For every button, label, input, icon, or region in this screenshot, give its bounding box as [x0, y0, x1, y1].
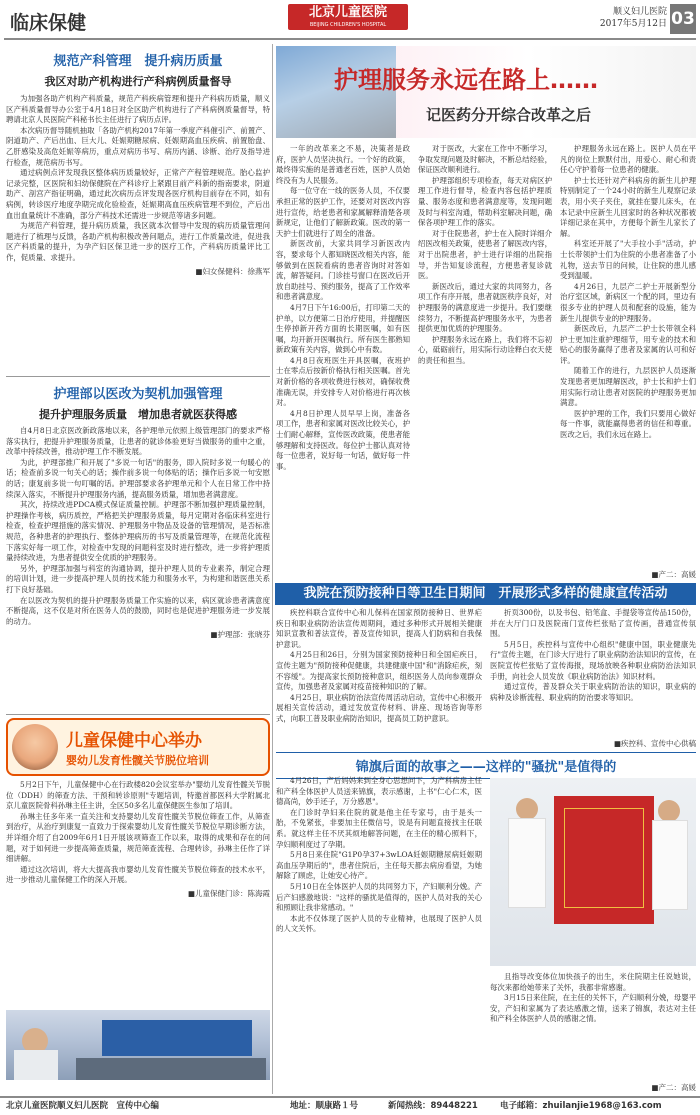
article-col-2: 折页300份，以及书包、铅笔盒、手提袋等宣传品150份，并在大厅门口及医院南门宣传栏张贴了宣传画，普通宣传氛围。 5月5日，疾控科与宣传中心组织"健康中国，职业健康先行"宣传主题，在门诊大厅进行了职业病防治法知识的宣传，在医院宣传栏张贴了宣传海报，现场放映各种职业病防治法知识手册，向社会人员发放《职业病防治法》知识材料。 通过宣传，普及群众关于职业病防治法的知识，职业病的病种及诊断流程、职业病的防治要求等知识。: [490, 608, 696, 702]
masthead-logo: 北京儿童医院 BEIJING CHILDREN'S HOSPITAL: [288, 4, 408, 30]
article-byline: ■产二：高媛: [651, 1083, 696, 1092]
footer-address: 地址：顺康路１号: [290, 1101, 359, 1111]
article-col-1: 4月26日，产后妈妈来到全身心思想问下，为产科病房主任和产科全体医护人员送来锦旗，表示感谢，上书"仁心仁术，医德高尚，妙手还子，万分感恩"。 在门诊时孕妇来住院的就是他主任专家号，由于是头一胎，不免紧张，非要加主任微信号，说是有问题直接找主任联系。就这样主任不厌其烦地解答问题，在主任的精心照料下，孕妇顺利度过了孕期。 5月8日来住院"G1P0孕37+3wLOA妊娠期糖尿病妊娠期高血压孕期后的"，患者住院后，主任每天都去病房看望，为她解除了顾虑，让她安心待产。 5月10日在全体医护人员的共同努力下，产妇顺利分娩。产后产妇感激地说："这样的骚扰是值得的，医护人员对我的关心和照顾让我非常感动。" 本此不仅体现了医护人员的专业精神，也展现了医护人员的人文关怀。: [276, 776, 482, 934]
article-title: 儿童保健中心举办: [66, 731, 202, 751]
header-rule: [4, 38, 696, 40]
banner-photo: [490, 778, 696, 966]
divider: [6, 376, 270, 377]
section-title: 临床保健: [10, 12, 87, 34]
article-subtitle: 记医药分开综合改革之后: [426, 106, 592, 124]
training-banner: [6, 718, 270, 776]
article-subtitle: 婴幼儿发育性髋关节脱位培训: [66, 754, 209, 767]
article-nursing-road: [276, 46, 696, 581]
article-col-2: 且指导改变体位加快孩子的出生，米住院期主任说她说，每次来都给她带来了关怀，我都非常感谢。 3月15日来住院，在主任的关怀下，产妇顺利分娩，母婴平安，产妇和家属为了表达感激之情，送来了锦旗，表达对主任和产科全体医护人员的感谢之情。: [490, 972, 696, 1024]
divider: [6, 714, 270, 715]
article-subtitle: 我区对助产机构进行产科病例质量督导: [44, 75, 232, 88]
article-title: 规范产科管理 提升病历质量: [53, 54, 223, 69]
article-title: 护理服务永远在路上……: [334, 66, 598, 94]
article-title: 护理部以医改为契机加强管理: [53, 387, 223, 402]
article-byline: ■儿童保健门诊：陈海霞: [187, 888, 270, 898]
page-number: 03: [670, 4, 696, 34]
feature-banner: [276, 46, 696, 138]
article-body: 5月2日下午，儿童保健中心在行政楼820会议室举办"婴幼儿发育性髋关节脱位（DDH）的筛查方法、干预和转诊原则"专题培训，特邀首都医科大学附属北京儿童医院骨科孙琳主任主讲，全区50多名儿童保健医生参加了培训。 孙琳主任多年来一直关注和支持婴幼儿发育性髋关节脱位筛查工作，从筛查到治疗，从治疗到康复一直致力于探索婴幼儿发育性髋关节脱位早期诊断方法，并详细介绍了自2009年6月1日开展该项筛查工作以来，取得的成果和存在的问题，对于如何进一步提高筛查质量，规范筛查流程、合理转诊，孙琳主任作了详细讲解。 通过这次培训，将大大提高我市婴幼儿发育性髋关节脱位筛查的技术水平，进一步推动儿童保健工作的深入开展。: [6, 780, 270, 885]
article-health-campaign: [276, 608, 696, 748]
article-body: 为加强各助产机构产科质量，规范产科疾病管理和提升产科病历质量，顺义区产科质量督导办公室于4月18日对全区助产机构进行了产科病例质量督导，特聘请北京人民医院产科秘书长主任进行了病历点评。 本次病历督导随机抽取「各助产机构2017年第一季度产科催引产、前置产、阴道助产、产后出血、巨大儿、妊娠期糖尿病、妊娠期高血压疾病、前置胎盘、乙肝感染及高危妊娠等病历，重点对病历书写、病历内涵、诊断、治疗及指导进行检查，规范病历书写。 通过病例点评发现我区整体病历质量较好，正常产产程管理规范。胎心监护记录完整，区医院和妇幼保健院在产科诊疗上紧跟目前产科新的指南要求，阴道助产、剖宫产指征明确，通过此次病历点评发现各医疗机构目前存在不同，如有病例，转诊医疗地度孕期完成化验检查，妊娠期高血压疾病管理不到位，产后出血出血量统计不准确，部分产科技术还需进一步规范等诸多问题。 为规范产科管理，提升病历质量，我区就本次督导中发现的病历质量管理问题进行了梳理与反馈，各助产机构积极改善问题点，进行工作质量改进，促进我区产科质量的提升，为孕产妇区保卫进一步的医疗工作，产科病历质量评比工作，促质量、求提升。: [6, 94, 270, 262]
article-byline: ■产二：高媛: [651, 570, 696, 579]
article-col-2: 对于医改，大家在工作中不断学习，争取发现问题及时解决，不断总结经验，保证医改顺利进行。 护理部组织专项检查，每天对病区护理工作进行督导，检查内容包括护理质量、服务态度和患者满意度等，发现问题及时与科室沟通，帮助科室解决问题，确保各项护理工作的落实。 对于住院患者，护士在入院时详细介绍医改相关政策，使患者了解医改内容，对于出院患者，护士进行详细的出院指导，并告知复诊流程，方便患者复诊就医。 新医改后，通过大家的共同努力，各项工作有序开展，患者就医秩序良好，对护理服务的满意度进一步提升。我们要继续努力，不断提高护理服务水平，为患者提供更加优质的护理服务。 护理服务永远在路上，我们将不忘初心，砥砺前行，用实际行动诠释白衣天使的责任和担当。: [418, 144, 552, 365]
footer-email: 电子邮箱：zhuilanjie1968@163.com: [500, 1101, 662, 1111]
article-child-health-training: [6, 718, 270, 1088]
article-banner-story: [276, 776, 696, 1094]
article-byline: ■疾控科、宣传中心供稿: [613, 739, 696, 748]
page-footer: [0, 1096, 700, 1115]
baby-photo: [12, 724, 58, 770]
article-body: 自4月8日北京医改新政落地以来，各护理单元依照上级管理部门的要求严格落实执行，把提升护理服务质量，让患者的就诊体验更好当做服务的重中之重，改革中持续改善，推动护理工作不断发展。 为此，护理部推广和开展了"多说一句话"的服务，即入院时多说一句暖心的话；检查前多说一句关心的话；操作前多说一句体贴的话；操作后多说一句安慰的话；康复前多说一句叮嘱的话。护理部要求各护理单元和个人在日常工作中持续深入落实，不断提升护理服务内涵，提高服务质量，增加患者满意度。 其次，持续改进PDCA模式保证质量控制。护理部不断加强护理质量控制，护理操作考核，病历质控，严格把关护理服务质量，每月定期对各临床科室进行检查，检查护理措施的落实情况、护理服务中物品及设备的管理情况，是否标准规范，各种患者的护理执行、整体护理病历的书写及质量管理等，在规范化流程下落实好每一项工作，对检查中发现的问题科室及时进行整改，进一步将护理质量持续改进，为患者提供安全优质的护理服务。 另外，护理部加强与科室的沟通协调，提升护理人员的专业素养，制定合理的培训计划，进一步提高护理人员的技术能力和服务水平，为构建和谐医患关系打下良好基础。 在以医改为契机的提升护理服务质量工作实施的以来，病区就诊患者满意度不断提高，这不仅是对所在医务人员的鼓励，同时也是促进护理服务进一步发展的动力。: [6, 426, 270, 626]
article-col-1: 一年的改革来之不易，决策者是政府，医护人员坚决执行。一个好的政策，最终得实施的是普通老百姓，医护人员始终没有为人民服务。 每一位守在一线的医务人员，不仅要承担正常的医护工作，还要对对医改内容进行宣传，给老患者和家属解释清楚各项新规定，让他们了解新政策。医改的第一天护士们就进行了周全的准备。 新医改前，大家共同学习新医改内容，要求每个人都知晓医改相关内容，能够做到在医院看病的患者咨询时对答如流，解答疑问。门诊挂号窗口在医改后开放自助挂号、预约服务，提高了工作效率和患者满意度。 4月7日下午16:00后，打印第二天的护单，以方便第二日治疗使用，并提醒医生停掉新开药方面的长期医嘱，如有医嘱，均开新开医嘱执行。所有医生都熟知新政策有关内容，做到心中有数。 4月8日夜班医生开具医嘱，夜班护士在零点后按新价格执行相关医嘱。首先对新价格的各项收费进行核对，确保收费准确无误，并安排专人对价格进行再次核对。 4月8日护理人员早早上岗，准备各项工作，患者和家属对医改比较关心，护士们耐心解释，宣传医改政策，使患者能够理解和支持医改。每位护士都认真对待每一位患者，说好每一句话，做好每一件事。: [276, 144, 410, 471]
article-subtitle: 提升护理服务质量 增加患者就医获得感: [39, 408, 237, 421]
publication-info: 顺义妇儿医院 2017年5月12日: [599, 7, 667, 29]
article-col-3: 护理服务永远在路上。医护人员在平凡的岗位上默默付出，用爱心、耐心和责任心守护着每一位患者的健康。 护士长还针对产科病房的新生儿护理特别制定了一个24小时的新生儿观察记录表，用小夹子夹住，就挂在婴儿床头，在本记录中应新生儿回家时的各种状况都被详细记录在其中，方便每个新生儿家长了解。 科室还开展了"大手拉小手"活动，护士长带领护士们为住院的小患者准备了小礼物，送去节日的问候，让住院的患儿感受到温暖。 4月26日，九层产二护士开展新型分治疗室区域，新病区一个配的同，里边有很多专业的护理人员和配套的设施，能为新生儿提供专业的护理服务。 新医改后，九层产二护士长带领全科护士更加注重护理细节，用专业的技术和贴心的服务赢得了患者及家属的认可和好评。 随着工作的进行，九层医护人员逐渐发现患者更加理解医改，护士长和护士们用实际行动让患者对医院的护理服务更加满意。 医护护理的工作，我们只要用心做好每一件事，就能赢得患者的信任和尊重。医改之后，我们永远在路上。: [560, 144, 696, 440]
column-rule: [272, 44, 273, 1094]
article-nursing-reform: [6, 380, 270, 710]
article-title: 锦旗后面的故事之——这样的"骚扰"是值得的: [276, 752, 696, 779]
article-title: 我院在预防接种日等卫生日期间 开展形式多样的健康宣传活动: [275, 583, 696, 605]
footer-phone: 新闻热线：89448221: [388, 1101, 478, 1111]
training-photo: [6, 1010, 270, 1080]
article-byline: ■护理部：张晓芬: [210, 630, 270, 640]
article-col-1: 疾控科联合宣传中心和儿保科在国家预防接种日、世界疟疾日和职业病防治法宣传周期间，通过多种形式开展相关健康知识宣教和普法宣传，普及宣传知识，提高人们防病和自我保护意识。 4月25日和26日，分别为国家预防接种日和全国疟疾日，宣传主题为"预防接种促健康，共建健康中国"和"消除疟疾，刻不容缓"。为提高家长预防接种意识，组织医务人员向参观群众宣传，加强患者及家属对疫苗接种知识的了解。 4月25日，职业病防治法宣传周活动启动，宣传中心积极开展相关宣传活动，通过发放宣传材料、讲座、现场咨询等形式，向职工普及职业病防治知识，提高员工防护意识。: [276, 608, 482, 723]
footer-publisher: 北京儿童医院顺义妇儿医院 宣传中心编: [6, 1101, 160, 1111]
article-byline: ■妇女保健科：徐燕军: [195, 266, 270, 276]
page-header: [0, 0, 700, 42]
article-obstetrics: [6, 46, 270, 374]
